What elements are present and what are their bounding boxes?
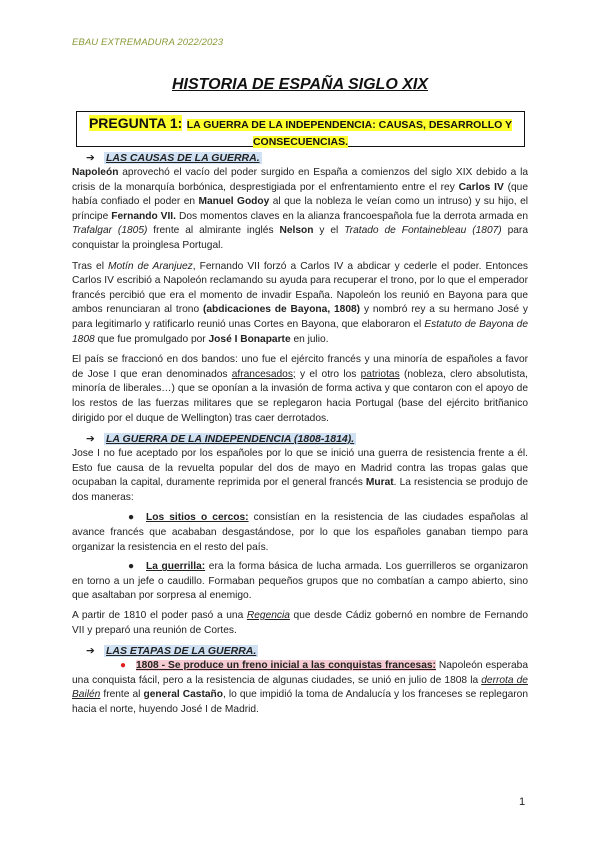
section-heading-etapas-text: LAS ETAPAS DE LA GUERRA. (106, 645, 257, 658)
list-item-1808: ● 1808 - Se produce un freno inicial a las conquistas francesas: Napoleón esperaba una conquista fácil, pero a la resistencia de algunas ciudades, se unió en julio de 1808 la derrota de Bailén frente al general Castaño, lo que impidió la toma de Andalucía y los franceses se replegaron hacia el norte, huyendo José I de Madrid. (72, 660, 528, 715)
arrow-right-icon: ➔ (86, 152, 95, 164)
list-item-guerrilla: ● La guerrilla: era la forma básica de lucha armada. Los guerrilleros se organizaron en torno a un jefe o caudillo. Formaban pequeños grupos que no combatían a campo abierto, sino que asaltaban por sorpresa al enemigo. (72, 561, 528, 602)
paragraph-causas-3: El país se fraccionó en dos bandos: uno fue el ejército francés y una minoría de españoles a favor de Jose I que eran denominados afrancesados; y el otro los patriotas (nobleza, clero absolutista, minoría de liberales…) que se oponían a la invasión de forma activa y que contaron con el apoyo de los restos de las fuerzas militares que se replegaron hacia Portugal (base del ejército britñanico dirigido por el duque de Wellington) tras caer derrotados. (72, 354, 528, 424)
section-heading-etapas (86, 644, 528, 659)
arrow-right-icon: ➔ (86, 433, 95, 446)
paragraph-guerra-2: A partir de 1810 el poder pasó a una Regencia que desde Cádiz gobernó en nombre de Fernando VII y preparó una reunión de Cortes. (72, 610, 528, 636)
section-heading-causas (86, 151, 528, 166)
section-heading-causas-text: LAS CAUSAS DE LA GUERRA. (106, 152, 260, 164)
header-note: EBAU EXTREMADURA 2022/2023 (72, 37, 224, 48)
arrow-right-icon: ➔ (86, 645, 95, 658)
bullet-icon: ● (128, 561, 135, 573)
red-bullet-icon: ● (120, 660, 127, 672)
document-title: HISTORIA DE ESPAÑA SIGLO XIX (171, 76, 429, 93)
question-topic: LA GUERRA DE LA INDEPENDENCIA: CAUSAS, DESARROLLO Y CONSECUENCIAS. (186, 119, 513, 148)
question-box (76, 111, 525, 147)
list-item-sitios: ● Los sitios o cercos: consistían en la resistencia de las ciudades españolas al avance francés que acababan desgastándose, por lo que los españoles ganaban tiempo para organizar la resistencia en el resto del país. (72, 512, 528, 553)
page-number: 1 (519, 796, 526, 808)
section-heading-guerra (86, 432, 528, 447)
bullet-icon: ● (128, 512, 135, 524)
paragraph-causas-1: Napoleón aprovechó el vacío del poder surgido en España a comienzos del siglo XIX debido a la crisis de la monarquía borbónica, desprestigiada por el enfrentamiento entre el rey Carlos IV (que había confiado el poder en Manuel Godoy al que la nobleza le veían como un intruso) y su hijo, el príncipe Fernando VII. Dos momentos claves en la alianza francoespañola fue la derrota armada en Trafalgar (1805) frente al almirante inglés Nelson y el Tratado de Fontainebleau (1807) para conquistar la proinglesa Portugal. (72, 167, 529, 251)
document-body (72, 151, 528, 724)
paragraph-causas-2: Tras el Motín de Aranjuez, Fernando VII forzó a Carlos IV a abdicar y cederle el poder. Entonces Carlos IV escribió a Napoleón reclamando su ayuda para recuperar el trono, por lo que el emperador francés percibió que era el momento de invadir España. Napoleón los reunió en Bayona para que ambos renunciaran al trono (abdicaciones de Bayona, 1808) y nombró rey a su hermano José y para legitimarlo y ratificarlo reunió unas Cortes en Bayona, que elaboraron el Estatuto de Bayona de 1808 que fue promulgado por José I Bonaparte en julio. (72, 260, 528, 345)
section-heading-guerra-text: LA GUERRA DE LA INDEPENDENCIA (1808-1814). (106, 433, 355, 446)
question-prefix: PREGUNTA 1: (88, 115, 183, 131)
paragraph-guerra-1: Jose I no fue aceptado por los españoles por lo que se inició una guerra de resistencia frente a él. Esto fue causa de la revuelta popular del dos de mayo en Madrid contra las tropas galas que ocupaban la capital, duramente reprimida por el general francés Murat. La resistencia se produjo de dos maneras: (72, 448, 528, 503)
